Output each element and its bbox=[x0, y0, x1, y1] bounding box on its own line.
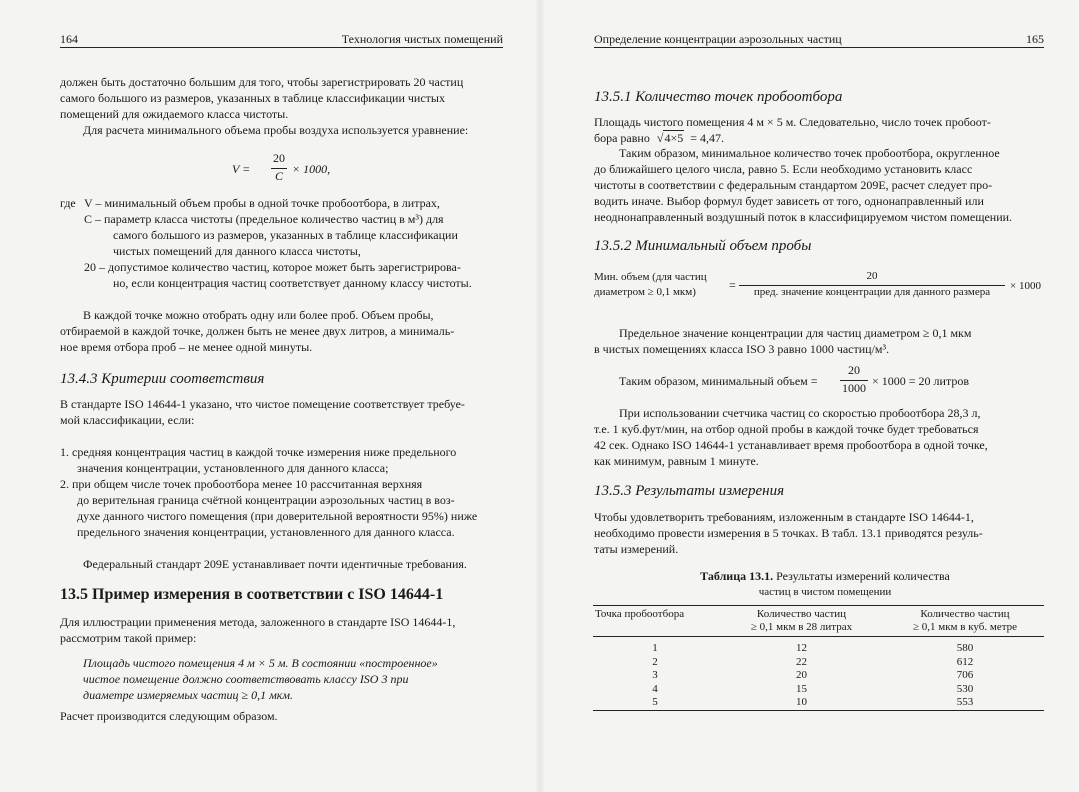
formula-lhs: Таким образом, минимальный объем = bbox=[619, 374, 818, 388]
formula-equals: = bbox=[729, 278, 736, 292]
formula-denominator: C bbox=[274, 169, 283, 183]
column-header: Количество частиц ≥ 0,1 мкм в куб. метре bbox=[886, 606, 1044, 637]
list-item-line: 1. средняя концентрация частиц в каждой точке измерения ниже предельного bbox=[60, 445, 457, 459]
paragraph-line: Предельное значение концентрации для частиц диаметром ≥ 0,1 мкм bbox=[619, 326, 972, 340]
paragraph-line: Федеральный стандарт 209Е устанавливает почти идентичные требования. bbox=[83, 557, 467, 571]
table-caption bbox=[680, 568, 970, 584]
paragraph-line: Расчет производится следующим образом. bbox=[60, 709, 278, 723]
sqrt-radicand: 4×5 bbox=[664, 131, 684, 145]
page-number: 164 bbox=[60, 32, 78, 46]
text-fragment: = 4,47. bbox=[690, 131, 725, 145]
table-header-row bbox=[593, 606, 1044, 637]
definition-line: C – параметр класса чистоты (предельное количество частиц в м³) для bbox=[84, 212, 444, 226]
paragraph-line: При использовании счетчика частиц со скоростью пробоотбора 28,3 л, bbox=[619, 406, 981, 420]
running-title: Определение концентрации аэрозольных частиц bbox=[594, 32, 842, 46]
section-heading-13-5-3: 13.5.3 Результаты измерения bbox=[594, 483, 785, 499]
paragraph-line: мой классификации, если: bbox=[60, 413, 195, 427]
formula-rhs: × 1000 = 20 литров bbox=[872, 374, 970, 388]
list-item-line: значения концентрации, установленного для данного класса; bbox=[77, 461, 389, 475]
table-row: 5 10 553 bbox=[593, 696, 1044, 710]
running-title: Технология чистых помещений bbox=[341, 32, 503, 46]
formula-lhs-line: Мин. объем (для частиц bbox=[594, 271, 707, 283]
paragraph-line: таты измерений. bbox=[594, 542, 679, 556]
list-item-line: предельного значения концентрации, установленного для данного класса. bbox=[77, 525, 455, 539]
table-row: 4 15 530 bbox=[652, 682, 974, 695]
running-header-left bbox=[60, 32, 503, 48]
paragraph-line: ное время отбора проб – не менее одной минуты. bbox=[60, 340, 313, 354]
list-item-line: духе данного чистого помещения (при доверительной вероятности 95%) ниже bbox=[77, 509, 478, 523]
example-line: чистое помещение должно соответствовать классу ISO 3 при bbox=[83, 672, 409, 686]
formula-numerator: 20 bbox=[273, 151, 285, 165]
definition-line: 20 – допустимое количество частиц, которое может быть зарегистрирова- bbox=[84, 260, 461, 274]
example-line: Площадь чистого помещения 4 м × 5 м. В состоянии «построенное» bbox=[83, 656, 438, 670]
paragraph-line bbox=[594, 130, 724, 146]
column-header: Количество частиц ≥ 0,1 мкм в 28 литрах bbox=[717, 606, 886, 637]
table-row: 3 20 706 bbox=[652, 669, 974, 681]
paragraph-line: неоднонаправленный воздушный поток в классифицируемом чистом помещении. bbox=[594, 210, 1013, 224]
table-caption-line2: частиц в чистом помещении bbox=[758, 586, 892, 598]
formula-lhs: V = bbox=[232, 162, 251, 176]
paragraph-line: Таким образом, минимальное количество точек пробоотбора, округленное bbox=[619, 146, 1000, 160]
formula-denominator: 1000 bbox=[842, 381, 866, 395]
page-right bbox=[540, 0, 1079, 792]
paragraph-line: должен быть достаточно большим для того, чтобы зарегистрировать 20 частиц bbox=[60, 75, 464, 89]
paragraph-line: чистоты в соответствии с федеральным стандартом 209Е, расчет следует про- bbox=[594, 178, 993, 192]
definition-line: но, если концентрация частиц соответствует данному классу чистоты. bbox=[113, 276, 472, 290]
sqrt-expression bbox=[657, 130, 684, 146]
running-header-right bbox=[594, 32, 1044, 48]
formula-numerator: 20 bbox=[848, 363, 860, 377]
table-caption-text: Результаты измерений количества bbox=[773, 569, 950, 583]
text-fragment: бора равно bbox=[594, 131, 650, 145]
paragraph-line: Для расчета минимального объема пробы воздуха используется уравнение: bbox=[83, 123, 469, 137]
definition-line: самого большого из размеров, указанных в таблице классификации bbox=[113, 228, 458, 242]
paragraph-line: как минимум, равным 1 минуте. bbox=[594, 454, 759, 468]
paragraph-line: Чтобы удовлетворить требованиям, изложенным в стандарте ISO 14644-1, bbox=[594, 510, 974, 524]
formula-denominator: пред. значение концентрации для данного размера bbox=[753, 286, 991, 298]
table-row: 2 22 612 bbox=[652, 655, 974, 668]
formula-rhs: × 1000 bbox=[1010, 280, 1041, 292]
table-caption-label: Таблица 13.1. bbox=[700, 569, 774, 583]
paragraph-line: самого большого из размеров, указанных в таблице классификации чистых bbox=[60, 91, 445, 105]
page-number: 165 bbox=[1026, 32, 1044, 46]
section-heading-13-5-1: 13.5.1 Количество точек пробоотбора bbox=[594, 89, 843, 105]
formula-rhs: × 1000, bbox=[292, 162, 331, 176]
section-heading-13-5-2: 13.5.2 Минимальный объем пробы bbox=[594, 238, 812, 254]
results-table bbox=[593, 605, 1044, 711]
sqrt-sign: √ bbox=[656, 131, 664, 145]
paragraph-line: рассмотрим такой пример: bbox=[60, 631, 197, 645]
section-heading-13-5: 13.5 Пример измерения в соответствии с ISO 14644-1 bbox=[60, 586, 444, 603]
paragraph-line: Для иллюстрации применения метода, заложенного в стандарте ISO 14644-1, bbox=[60, 615, 456, 629]
paragraph-line: Площадь чистого помещения 4 м × 5 м. Следовательно, число точек пробоот- bbox=[594, 115, 991, 129]
paragraph-line: В стандарте ISO 14644-1 указано, что чистое помещение соответствует требуе- bbox=[60, 397, 465, 411]
paragraph-line: в чистых помещениях класса ISO 3 равно 1000 частиц/м³. bbox=[594, 342, 890, 356]
where-label: где bbox=[60, 196, 76, 210]
list-item-line: до верительная граница счётной концентрации аэрозольных частиц в воз- bbox=[77, 493, 455, 507]
definition-line: V – минимальный объем пробы в одной точке пробоотбора, в литрах, bbox=[84, 196, 440, 210]
paragraph-line: 42 сек. Однако ISO 14644-1 устанавливает время пробоотбора в одной точке, bbox=[594, 438, 988, 452]
paragraph-line: необходимо провести измерения в 5 точках. В табл. 13.1 приводятся резуль- bbox=[594, 526, 983, 540]
paragraph-line: водить иначе. Выбор формул будет зависеть от того, однонаправленный или bbox=[594, 194, 984, 208]
formula-numerator: 20 bbox=[866, 270, 878, 282]
example-line: диаметре измеряемых частиц ≥ 0,1 мкм. bbox=[83, 688, 294, 702]
definition-line: чистых помещений для данного класса чистоты, bbox=[113, 244, 361, 258]
column-header: Точка пробоотбора bbox=[593, 606, 717, 637]
table-row: 1 12 580 bbox=[652, 642, 974, 654]
paragraph-line: отбираемой в каждой точке, должен быть не менее двух литров, а минималь- bbox=[60, 324, 455, 338]
paragraph-line: до ближайшего целого числа, равно 5. Если необходимо установить класс bbox=[594, 162, 973, 176]
list-item-line: 2. при общем числе точек пробоотбора менее 10 рассчитанная верхняя bbox=[60, 477, 423, 491]
paragraph-line: помещений для ожидаемого класса чистоты. bbox=[60, 107, 289, 121]
formula-lhs-line: диаметром ≥ 0,1 мкм) bbox=[594, 286, 696, 298]
paragraph-line: т.е. 1 куб.фут/мин, на отбор одной пробы в каждой точке будет требоваться bbox=[594, 422, 979, 436]
section-heading-13-4-3: 13.4.3 Критерии соответствия bbox=[60, 371, 265, 387]
paragraph-line: В каждой точке можно отобрать одну или более проб. Объем пробы, bbox=[83, 308, 434, 322]
